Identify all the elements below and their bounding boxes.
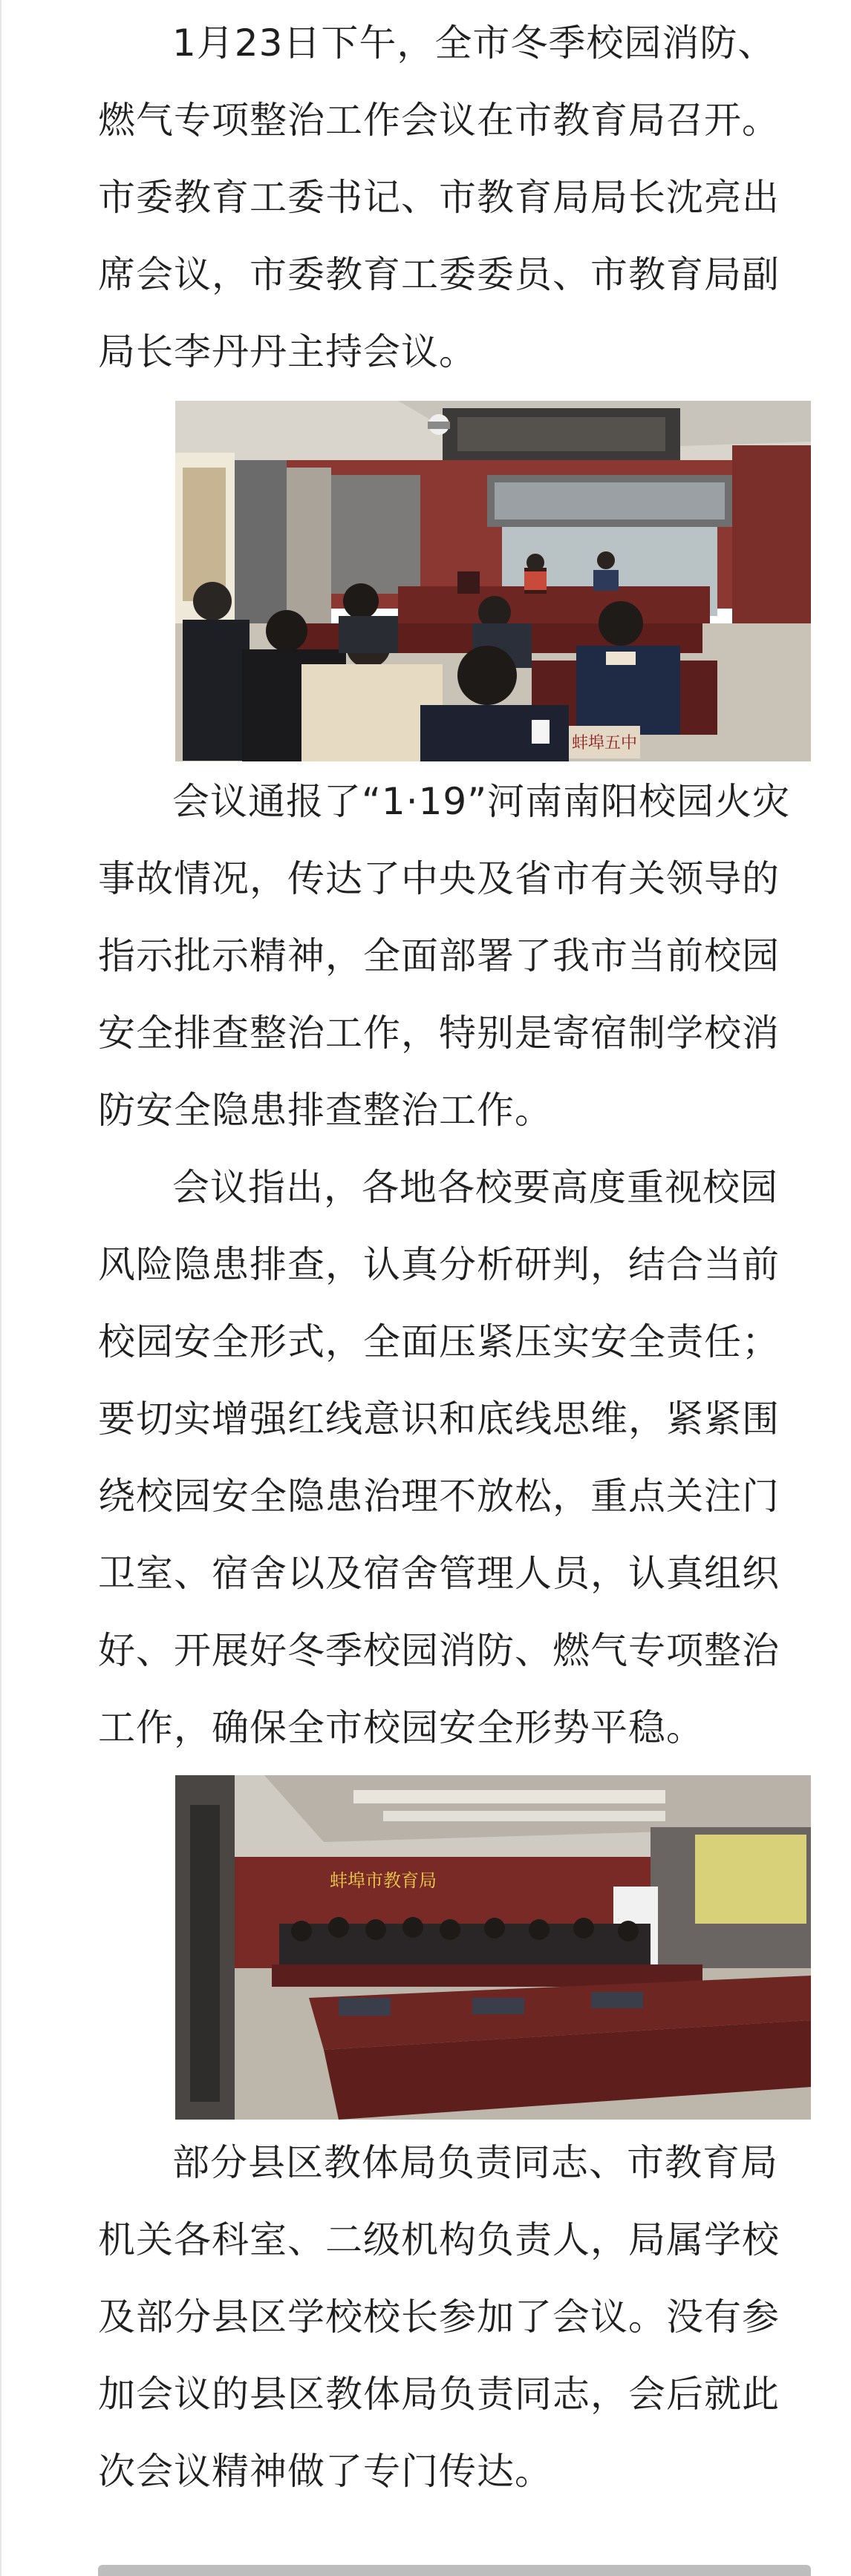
paragraph-3: 会议指出，各地各校要高度重视校园风险隐患排查，认真分析研判，结合当前校园安全形式，全面压紧压实安全责任；要切实增强红线意识和底线思维，紧紧围绕校园安全隐患治理不放松，重点关注门卫室、宿舍以及宿舍管理人员，认真组织好、开展好冬季校园消防、燃气专项整治工作，确保全市校园安全形势平稳。 [98, 1166, 780, 1749]
wall-sign-text: 蚌埠市教育局 [330, 1870, 437, 1891]
bottom-scroll-bar [98, 2565, 811, 2576]
meeting-photo-1 [175, 401, 811, 761]
article-body [98, 0, 811, 2510]
paragraph-4: 部分县区教体局负责同志、市教育局机关各科室、二级机构负责人，局属学校及部分县区学校校长参加了会议。没有参加会议的县区教体局负责同志，会后就此次会议精神做了专门传达。 [98, 2141, 780, 2493]
paragraph-2: 会议通报了“1·19”河南南阳校园火灾事故情况，传达了中央及省市有关领导的指示批示精神，全面部署了我市当前校园安全排查整治工作，特别是寄宿制学校消防安全隐患排查整治工作。 [98, 780, 791, 1132]
nameplate-text: 蚌埠五中 [571, 734, 638, 753]
paragraph-1: 1月23日下午，全市冬季校园消防、燃气专项整治工作会议在市教育局召开。市委教育工委书记、市教育局局长沈亮出席会议，市委教育工委委员、市教育局副局长李丹丹主持会议。 [98, 22, 780, 373]
left-edge-rule [0, 0, 1, 2576]
meeting-photo-2 [175, 1775, 811, 2120]
